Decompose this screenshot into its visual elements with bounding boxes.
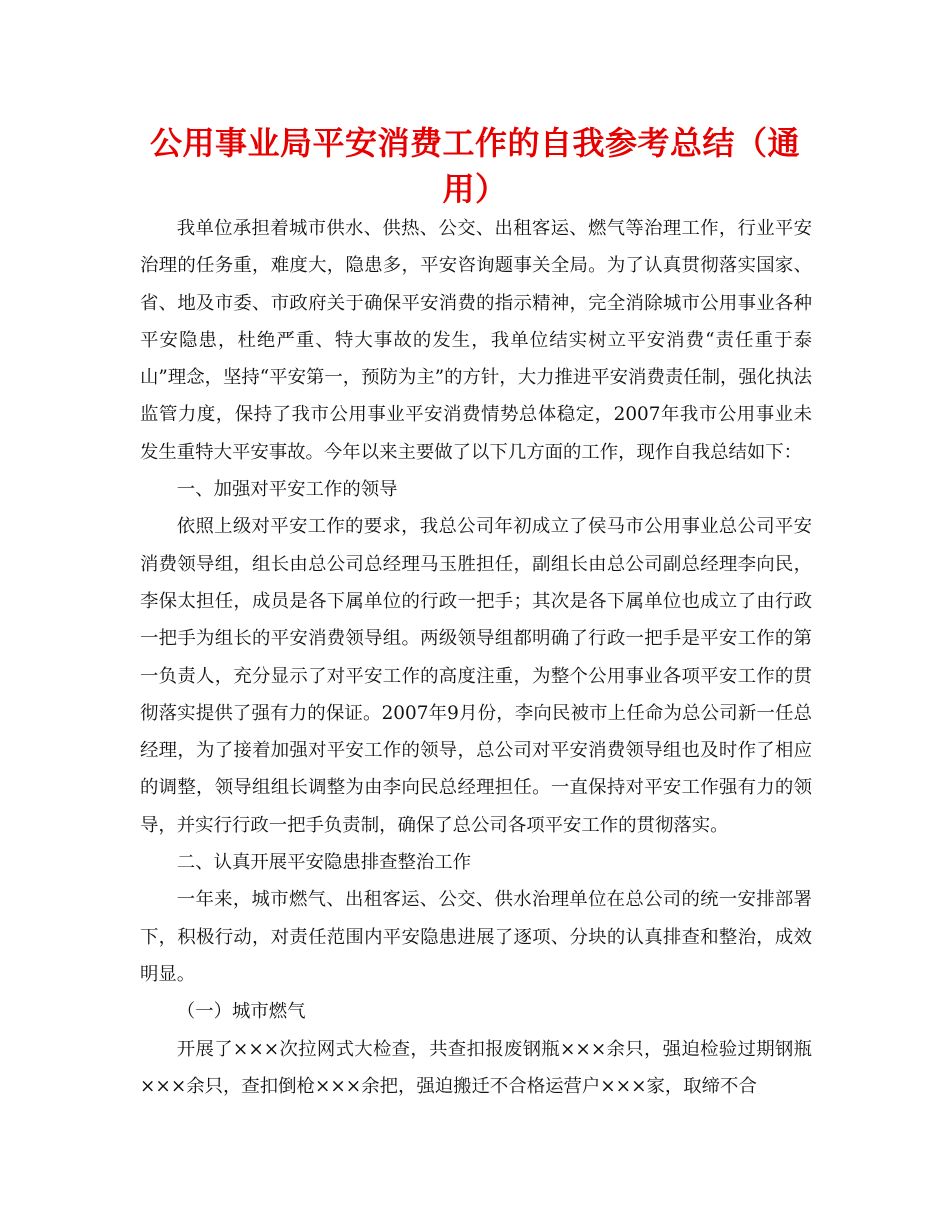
section-heading-1: 一、加强对平安工作的领导 (176, 479, 398, 501)
intro-paragraph: 我单位承担着城市供水、供热、公交、出租客运、燃气等治理工作，行业平安治理的任务重，难度大，隐患多，平安咨询题事关全局。为了认真贯彻落实国家、省、地及市委、市政府关于确保平安消费的指示精神，完全消除城市公用事业各种平安隐患，杜绝严重、特大事故的发生，我单位结实树立平安消费“责任重于泰山”理念，坚持“平安第一，预防为主”的方针，大力推进平安消费责任制，强化执法监管力度，保持了我市公用事业平安消费情势总体稳定，2007年我市公用事业未发生重特大平安事故。今年以来主要做了以下几方面的工作，现作自我总结如下： (140, 218, 812, 463)
section-2-paragraph: 一年来，城市燃气、出租客运、公交、供水治理单位在总公司的统一安排部署下，积极行动，对责任范围内平安隐患进展了逐项、分块的认真排查和整治，成效明显。 (140, 889, 812, 985)
subsection-gas-paragraph: 开展了×××次拉网式大检查，共查扣报废钢瓶×××余只，强迫检验过期钢瓶×××余只，查扣倒枪×××余把，强迫搬迁不合格运营户×××家，取缔不合 (140, 1038, 812, 1097)
document-title: 公用事业局平安消费工作的自我参考总结（通用） (149, 124, 800, 208)
document-body (140, 210, 812, 1105)
subsection-heading-gas: （一）城市燃气 (176, 1001, 306, 1023)
section-heading-2: 二、认真开展平安隐患排查整治工作 (176, 852, 472, 874)
section-1-paragraph: 依照上级对平安工作的要求，我总公司年初成立了侯马市公用事业总公司平安消费领导组，组长由总公司总经理马玉胜担任，副组长由总公司副总经理李向民，李保太担任，成员是各下属单位的行政一把手；其次是各下属单位也成立了由行政一把手为组长的平安消费领导组。两级领导组都明确了行政一把手是平安工作的第一负责人，充分显示了对平安工作的高度注重，为整个公用事业各项平安工作的贯彻落实提供了强有力的保证。2007年9月份，李向民被市上任命为总公司新一任总经理，为了接着加强对平安工作的领导，总公司对平安消费领导组也及时作了相应的调整，领导组组长调整为由李向民总经理担任。一直保持对平安工作强有力的领导，并实行行政一把手负责制，确保了总公司各项平安工作的贯彻落实。 (140, 516, 812, 836)
